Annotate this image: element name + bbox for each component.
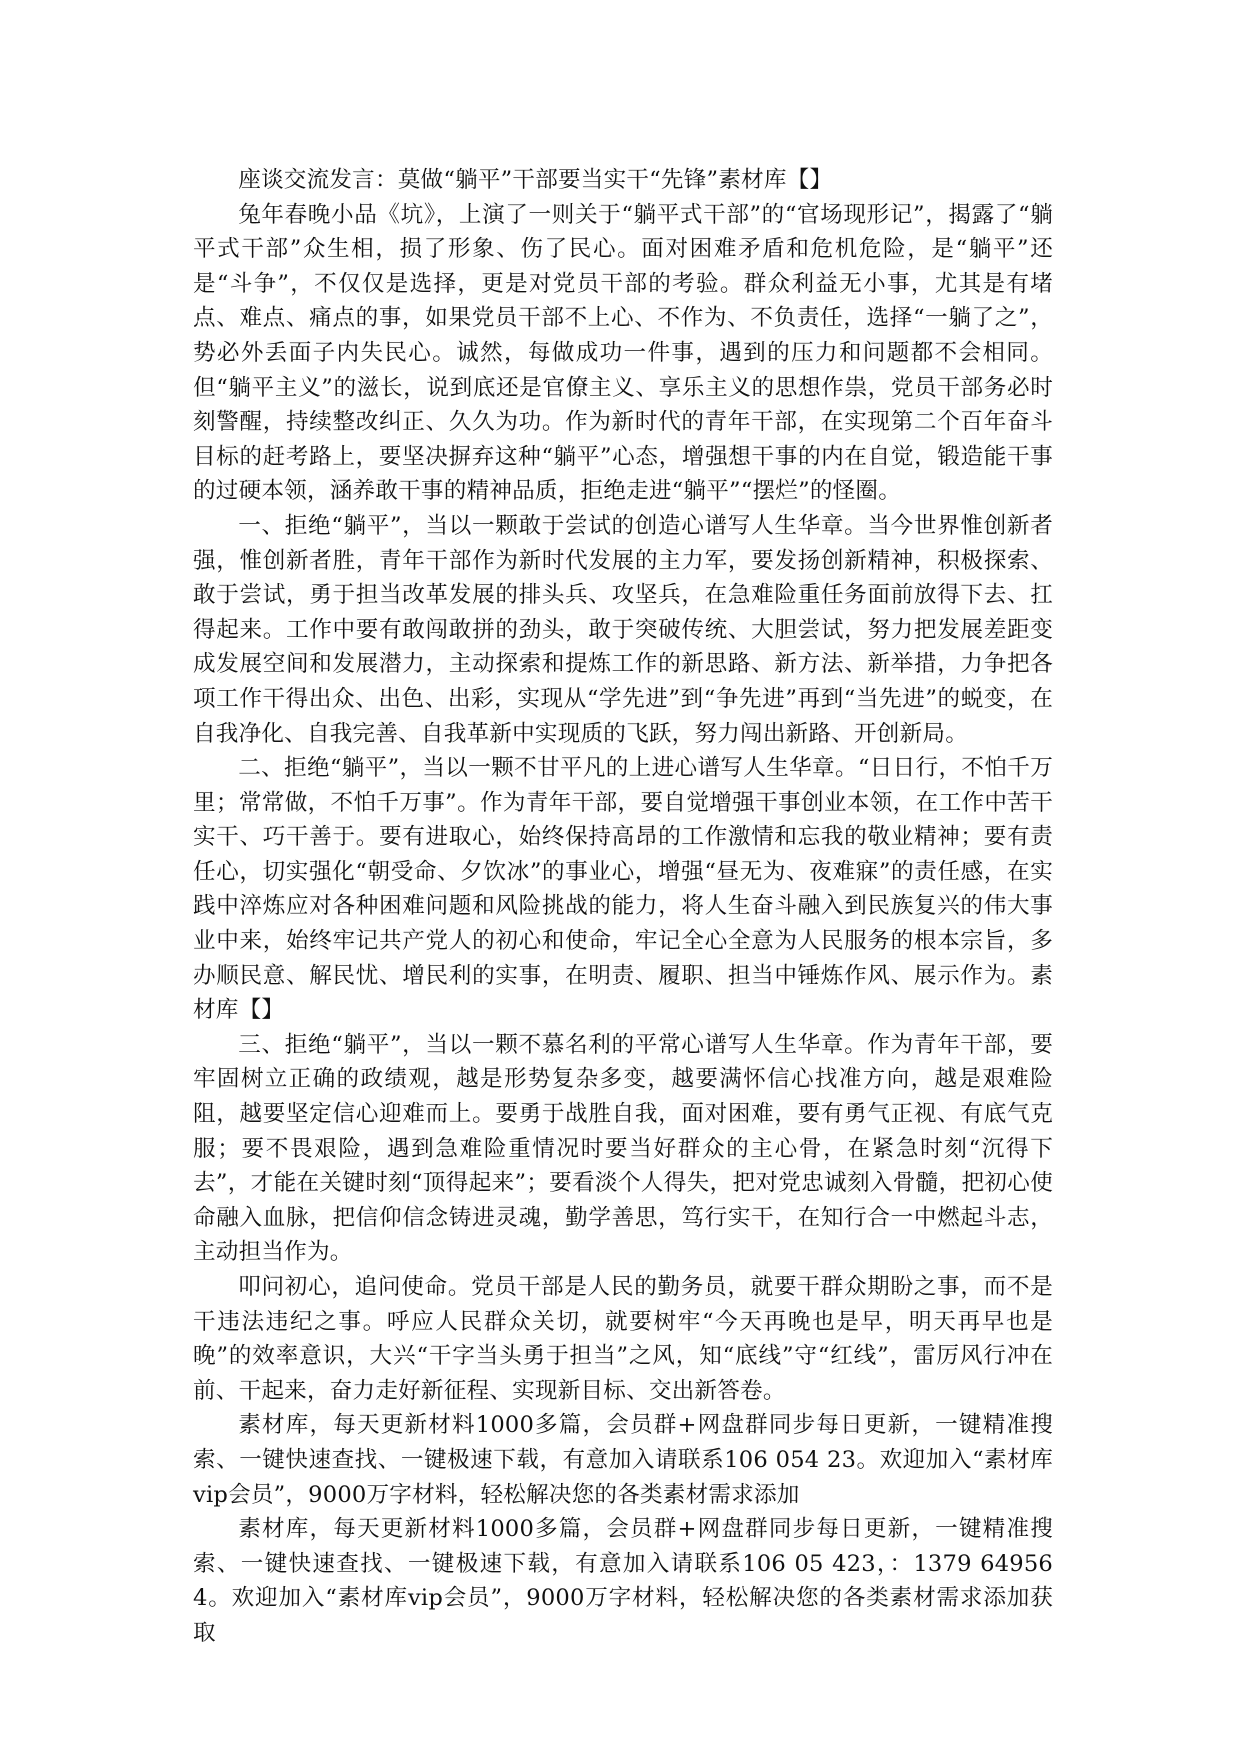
section-one-paragraph: 一、拒绝“躺平”，当以一颗敢于尝试的创造心谱写人生华章。当今世界惟创新者强，惟创新者胜，青年干部作为新时代发展的主力军，要发扬创新精神，积极探索、敢于尝试，勇于担当改革发展的排头兵、攻坚兵，在急难险重任务面前放得下去、扛得起来。工作中要有敢闯敢拼的劲头，敢于突破传统、大胆尝试，努力把发展差距变成发展空间和发展潜力，主动探索和提炼工作的新思路、新方法、新举措，力争把各项工作干得出众、出色、出彩，实现从“学先进”到“争先进”再到“当先进”的蜕变，在自我净化、自我完善、自我革新中实现质的飞跃，努力闯出新路、开创新局。 (193, 512, 1053, 747)
promo-paragraph-2: 素材库，每天更新材料1000多篇，会员群+网盘群同步每日更新，一键精准搜索、一键快速查找、一键极速下载，有意加入请联系106 05 423，：1379 649564。欢迎加入“素材库vip会员”，9000万字材料，轻松解决您的各类素材需求添加获取 (193, 1516, 1053, 1646)
section-three-paragraph: 三、拒绝“躺平”，当以一颗不慕名利的平常心谱写人生华章。作为青年干部，要牢固树立正确的政绩观，越是形势复杂多变，越要满怀信心找准方向，越是艰难险阻，越要坚定信心迎难而上。要勇于战胜自我，面对困难，要有勇气正视、有底气克服；要不畏艰险，遇到急难险重情况时要当好群众的主心骨，在紧急时刻“沉得下去”，才能在关键时刻“顶得起来”；要看淡个人得失，把对党忠诚刻入骨髓，把初心使命融入血脉，把信仰信念铸进灵魂，勤学善思，笃行实干，在知行合一中燃起斗志，主动担当作为。 (193, 1031, 1053, 1266)
promo-paragraph-1: 素材库，每天更新材料1000多篇，会员群+网盘群同步每日更新，一键精准搜索、一键快速查找、一键极速下载，有意加入请联系106 054 23。欢迎加入“素材库vip会员”，9000万字材料，轻松解决您的各类素材需求添加 (193, 1412, 1053, 1508)
conclusion-paragraph: 叩问初心，追问使命。党员干部是人民的勤务员，就要干群众期盼之事，而不是干违法违纪之事。呼应人民群众关切，就要树牢“今天再晚也是早，明天再早也是晚”的效率意识，大兴“干字当头勇于担当”之风，知“底线”守“红线”，雷厉风行冲在前、干起来，奋力走好新征程、实现新目标、交出新答卷。 (193, 1274, 1053, 1404)
document-page (193, 163, 1053, 1651)
document-title-paragraph: 座谈交流发言：莫做“躺平”干部要当实干“先锋”素材库【】 (238, 167, 833, 193)
section-two-paragraph: 二、拒绝“躺平”，当以一颗不甘平凡的上进心谱写人生华章。“日日行，不怕千万里；常常做，不怕千万事”。作为青年干部，要自觉增强干事创业本领，在工作中苦干实干、巧干善于。要有进取心，始终保持高昂的工作激情和忘我的敬业精神；要有责任心，切实强化“朝受命、夕饮冰”的事业心，增强“昼无为、夜难寐”的责任感，在实践中淬炼应对各种困难问题和风险挑战的能力，将人生奋斗融入到民族复兴的伟大事业中来，始终牢记共产党人的初心和使命，牢记全心全意为人民服务的根本宗旨，多办顺民意、解民忧、增民利的实事，在明责、履职、担当中锤炼作风、展示作为。素材库【】 (193, 755, 1053, 1024)
intro-paragraph: 兔年春晚小品《坑》，上演了一则关于“躺平式干部”的“官场现形记”，揭露了“躺平式干部”众生相，损了形象、伤了民心。面对困难矛盾和危机危险，是“躺平”还是“斗争”，不仅仅是选择，更是对党员干部的考验。群众利益无小事，尤其是有堵点、难点、痛点的事，如果党员干部不上心、不作为、不负责任，选择“一躺了之”，势必外丢面子内失民心。诚然，每做成功一件事，遇到的压力和问题都不会相同。但“躺平主义”的滋长，说到底还是官僚主义、享乐主义的思想作祟，党员干部务必时刻警醒，持续整改纠正、久久为功。作为新时代的青年干部，在实现第二个百年奋斗目标的赶考路上，要坚决摒弃这种“躺平”心态，增强想干事的内在自觉，锻造能干事的过硬本领，涵养敢干事的精神品质，拒绝走进“躺平”“摆烂”的怪圈。 (193, 201, 1053, 505)
